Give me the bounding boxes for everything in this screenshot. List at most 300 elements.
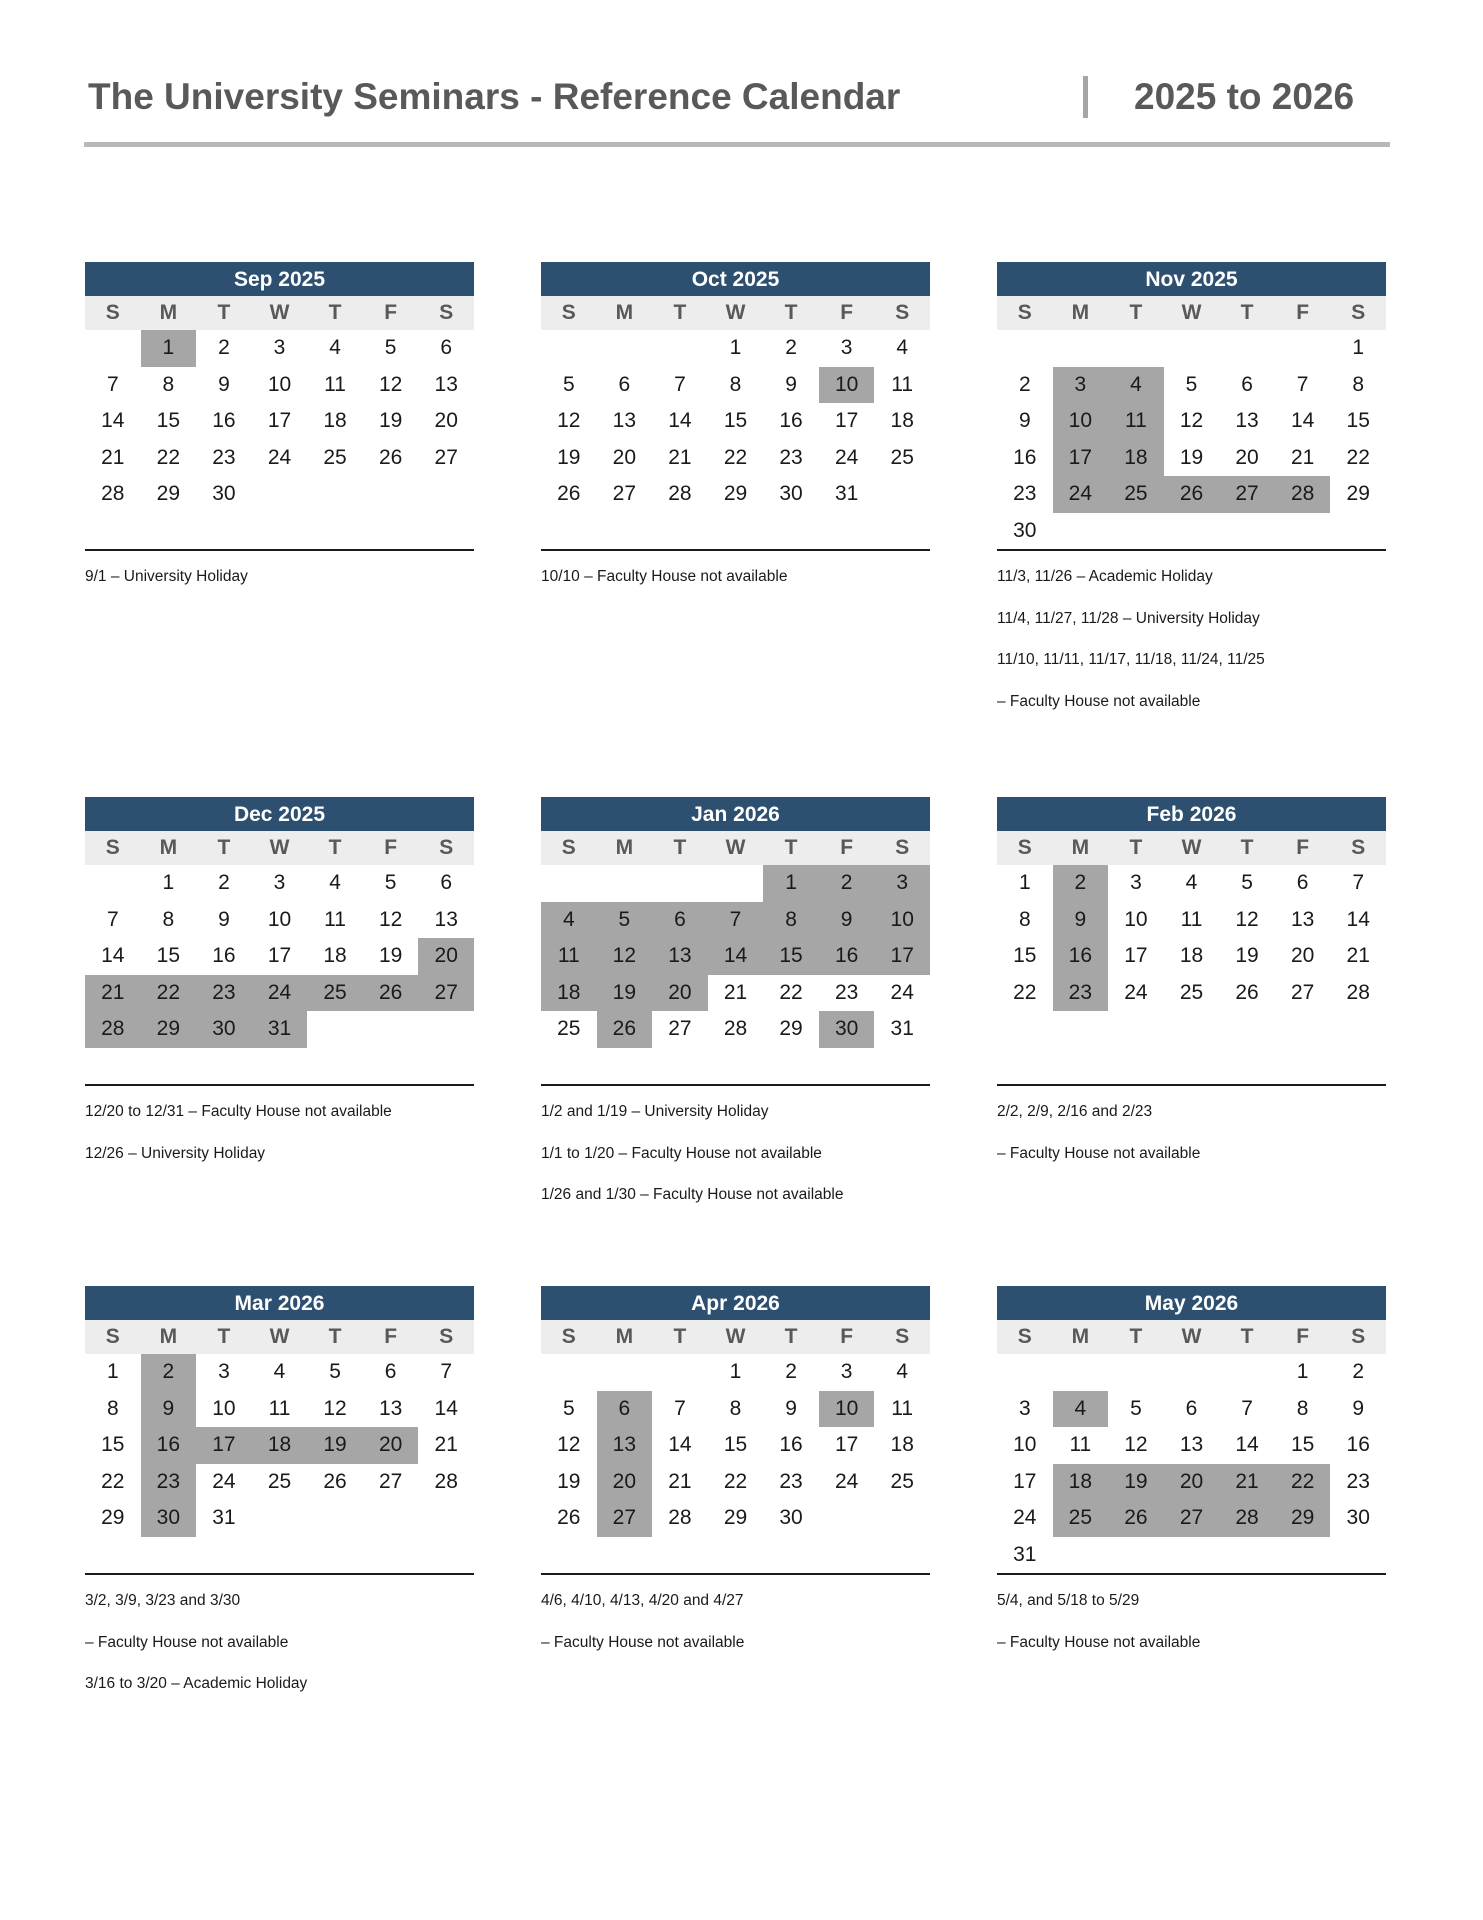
day-cell: 2 <box>1352 1360 1365 1383</box>
weekday-label: W <box>1181 1325 1202 1348</box>
day-cell: 27 <box>668 1017 692 1040</box>
weekday-label: F <box>1296 1325 1310 1348</box>
day-cell: 13 <box>434 907 458 931</box>
weekday-label: F <box>384 836 398 859</box>
note-line: – Faculty House not available <box>997 1633 1201 1651</box>
weekday-label: T <box>1129 1325 1143 1348</box>
weekday-header <box>85 1320 474 1354</box>
day-cell: 2 <box>218 336 230 359</box>
day-cell: 2 <box>785 1360 797 1383</box>
weekday-header <box>541 1320 930 1354</box>
day-cell: 31 <box>1013 1542 1037 1566</box>
note-line: 12/26 – University Holiday <box>85 1144 266 1162</box>
day-cell: 16 <box>1346 1433 1370 1456</box>
day-cell-highlighted: 30 <box>819 1011 875 1048</box>
day-cell: 25 <box>267 1469 292 1493</box>
month-apr-2026 <box>541 1286 930 1663</box>
day-cell-highlighted: 17 <box>196 1427 252 1464</box>
day-cell: 9 <box>1352 1396 1365 1420</box>
day-cell: 7 <box>674 372 686 396</box>
day-cell: 7 <box>106 907 119 931</box>
days-grid <box>85 1354 474 1573</box>
day-cell: 17 <box>1124 944 1148 967</box>
day-cell: 9 <box>785 1396 797 1420</box>
weekday-label: T <box>673 1325 687 1348</box>
note-line: – Faculty House not available <box>997 692 1201 710</box>
days-grid <box>997 1354 1386 1573</box>
day-cell: 8 <box>106 1396 119 1420</box>
day-cell: 2 <box>218 871 230 894</box>
day-cell: 8 <box>729 372 742 396</box>
day-cell: 15 <box>156 409 181 432</box>
weekday-label: S <box>105 1325 120 1348</box>
day-cell: 25 <box>890 1469 914 1493</box>
empty-day-cell <box>1164 330 1220 367</box>
day-cell: 22 <box>156 445 181 469</box>
day-cell: 4 <box>273 1360 286 1383</box>
month-dec-2025 <box>85 797 474 1174</box>
month-title: May 2026 <box>997 1286 1386 1320</box>
empty-day-cell <box>997 330 1053 367</box>
empty-day-cell <box>597 1354 653 1391</box>
empty-day-cell <box>1053 1354 1109 1391</box>
day-cell: 26 <box>557 1506 581 1529</box>
day-cell: 8 <box>162 372 175 396</box>
day-cell: 19 <box>557 445 581 469</box>
weekday-header <box>997 1320 1386 1354</box>
day-cell: 21 <box>434 1433 458 1456</box>
day-cell: 21 <box>668 1469 692 1493</box>
day-cell-highlighted: 20 <box>363 1427 419 1464</box>
weekday-label: M <box>1071 301 1090 324</box>
weekday-label: F <box>384 301 398 324</box>
day-cell-highlighted: 25 <box>1108 476 1164 513</box>
day-cell: 23 <box>834 980 859 1004</box>
day-cell: 12 <box>378 907 403 931</box>
day-cell-highlighted: 7 <box>708 902 764 939</box>
day-cell-highlighted: 14 <box>708 938 764 975</box>
note-line: – Faculty House not available <box>997 1144 1201 1162</box>
weekday-label: T <box>328 301 342 324</box>
weekday-label: T <box>784 301 798 324</box>
day-cell: 6 <box>440 336 453 359</box>
day-cell: 3 <box>273 871 286 894</box>
note-line: 11/10, 11/11, 11/17, 11/18, 11/24, 11/25 <box>997 651 1265 668</box>
empty-day-cell <box>85 865 141 902</box>
day-cell: 1 <box>729 1360 742 1383</box>
weekday-label: S <box>561 836 576 859</box>
empty-day-cell <box>541 330 597 367</box>
weekday-label: W <box>1181 836 1202 859</box>
note-line: 11/3, 11/26 – Academic Holiday <box>997 568 1213 585</box>
day-cell: 1 <box>729 336 742 359</box>
day-cell: 31 <box>212 1506 236 1529</box>
weekday-label: S <box>895 836 910 859</box>
day-cell: 16 <box>1013 445 1037 469</box>
day-cell-highlighted: 11 <box>541 938 597 975</box>
day-cell-highlighted: 29 <box>1275 1500 1331 1537</box>
weekday-header <box>85 296 474 330</box>
day-cell-highlighted: 23 <box>1053 975 1109 1012</box>
day-cell: 12 <box>378 372 403 396</box>
days-grid <box>541 865 930 1084</box>
day-cell: 7 <box>674 1396 686 1420</box>
day-cell-highlighted: 17 <box>874 938 930 975</box>
month-notes <box>997 1084 1386 1174</box>
day-cell: 14 <box>668 1433 692 1456</box>
note-line: 11/4, 11/27, 11/28 – University Holiday <box>997 609 1260 627</box>
page-title: The University Seminars - Reference Calendar <box>88 76 901 117</box>
day-cell: 16 <box>779 409 803 432</box>
day-cell: 5 <box>562 372 575 396</box>
day-cell: 9 <box>218 907 230 931</box>
empty-day-cell <box>597 865 653 902</box>
day-cell: 18 <box>890 409 914 432</box>
day-cell: 22 <box>1013 980 1037 1004</box>
day-cell: 2 <box>785 336 797 359</box>
day-cell: 27 <box>612 482 637 505</box>
day-cell-highlighted: 20 <box>652 975 708 1012</box>
day-cell-highlighted: 8 <box>763 902 819 939</box>
day-cell: 14 <box>101 409 125 432</box>
day-cell: 25 <box>323 445 347 469</box>
weekday-label: S <box>561 301 576 324</box>
day-cell: 14 <box>668 409 692 432</box>
day-cell-highlighted: 26 <box>1164 476 1220 513</box>
weekday-label: M <box>615 836 634 859</box>
empty-day-cell <box>652 1354 708 1391</box>
weekday-label: T <box>1129 301 1143 324</box>
weekday-label: S <box>1017 836 1032 859</box>
day-cell: 29 <box>723 482 748 505</box>
day-cell-highlighted: 11 <box>1108 403 1164 440</box>
day-cell: 1 <box>162 871 175 894</box>
empty-day-cell <box>1108 330 1164 367</box>
day-cell: 24 <box>834 1469 859 1493</box>
day-cell: 24 <box>834 445 859 469</box>
note-line: 1/2 and 1/19 – University Holiday <box>541 1103 769 1120</box>
day-cell-highlighted: 13 <box>652 938 708 975</box>
weekday-label: T <box>217 301 231 324</box>
day-cell: 4 <box>329 336 341 359</box>
day-cell-highlighted: 23 <box>196 975 252 1012</box>
note-line: 4/6, 4/10, 4/13, 4/20 and 4/27 <box>541 1592 744 1609</box>
weekday-label: M <box>159 1325 178 1348</box>
day-cell: 28 <box>101 482 125 505</box>
day-cell: 12 <box>323 1396 347 1420</box>
day-cell: 1 <box>1018 871 1031 894</box>
day-cell: 4 <box>329 871 341 894</box>
month-notes <box>541 1573 930 1663</box>
day-cell: 24 <box>212 1469 236 1493</box>
day-cell-highlighted: 21 <box>85 975 141 1012</box>
day-cell: 26 <box>557 482 581 505</box>
day-cell: 16 <box>779 1433 803 1456</box>
day-cell: 19 <box>1235 944 1259 967</box>
empty-day-cell <box>1108 1354 1164 1391</box>
day-cell: 10 <box>267 372 292 396</box>
weekday-label: T <box>673 836 687 859</box>
day-cell: 16 <box>212 409 236 432</box>
weekday-label: S <box>439 1325 454 1348</box>
note-line: 5/4, and 5/18 to 5/29 <box>997 1592 1140 1609</box>
day-cell-highlighted: 5 <box>597 902 653 939</box>
day-cell-highlighted: 26 <box>597 1011 653 1048</box>
weekday-header <box>85 831 474 865</box>
day-cell: 23 <box>779 1469 803 1493</box>
day-cell: 7 <box>1296 372 1309 396</box>
day-cell: 29 <box>156 482 181 505</box>
note-line: 12/20 to 12/31 – Faculty House not available <box>85 1103 392 1120</box>
year-range: 2025 to 2026 <box>1134 76 1355 117</box>
day-cell: 15 <box>101 1433 125 1456</box>
day-cell: 4 <box>896 336 909 359</box>
weekday-label: M <box>159 836 178 859</box>
day-cell: 5 <box>384 336 397 359</box>
day-cell: 7 <box>1241 1396 1253 1420</box>
day-cell-highlighted: 15 <box>763 938 819 975</box>
day-cell: 3 <box>1018 1396 1031 1420</box>
month-notes <box>85 1084 474 1174</box>
day-cell-highlighted: 3 <box>874 865 930 902</box>
day-cell: 29 <box>101 1506 125 1529</box>
month-nov-2025 <box>997 262 1386 722</box>
month-title: Jan 2026 <box>541 797 930 831</box>
month-notes <box>85 1573 474 1705</box>
day-cell: 23 <box>779 445 803 469</box>
day-cell: 28 <box>668 1506 692 1529</box>
day-cell: 27 <box>378 1469 403 1493</box>
day-cell-highlighted: 22 <box>1275 1464 1331 1501</box>
month-title: Oct 2025 <box>541 262 930 296</box>
month-mar-2026 <box>85 1286 474 1705</box>
weekday-label: S <box>105 301 120 324</box>
day-cell: 10 <box>267 907 292 931</box>
day-cell: 12 <box>557 409 581 432</box>
day-cell: 14 <box>101 944 125 967</box>
weekday-label: F <box>1296 301 1310 324</box>
day-cell: 19 <box>378 944 403 967</box>
day-cell: 13 <box>378 1396 403 1420</box>
weekday-header <box>541 296 930 330</box>
day-cell-highlighted: 1 <box>141 330 197 367</box>
day-cell-highlighted: 18 <box>541 975 597 1012</box>
note-line: 1/1 to 1/20 – Faculty House not available <box>541 1144 822 1162</box>
day-cell: 18 <box>323 944 347 967</box>
day-cell: 30 <box>779 482 803 505</box>
day-cell-highlighted: 27 <box>418 975 474 1012</box>
day-cell: 19 <box>378 409 403 432</box>
day-cell-highlighted: 1 <box>763 865 819 902</box>
day-cell: 11 <box>1180 907 1203 931</box>
day-cell: 7 <box>440 1360 453 1383</box>
weekday-label: S <box>439 836 454 859</box>
day-cell-highlighted: 18 <box>252 1427 308 1464</box>
weekday-label: F <box>384 1325 398 1348</box>
note-line: 3/2, 3/9, 3/23 and 3/30 <box>85 1592 241 1609</box>
day-cell: 6 <box>384 1360 397 1383</box>
day-cell: 28 <box>723 1017 748 1040</box>
day-cell-highlighted: 6 <box>597 1391 653 1428</box>
weekday-header <box>541 831 930 865</box>
day-cell: 25 <box>557 1017 581 1040</box>
day-cell: 10 <box>212 1396 236 1420</box>
weekday-label: T <box>217 1325 231 1348</box>
day-cell: 9 <box>218 372 230 396</box>
day-cell: 30 <box>212 482 236 505</box>
day-cell: 15 <box>1013 944 1037 967</box>
month-notes <box>541 549 930 598</box>
day-cell-highlighted: 27 <box>1219 476 1275 513</box>
day-cell: 5 <box>1130 1396 1142 1420</box>
days-grid <box>997 865 1386 1084</box>
days-grid <box>541 1354 930 1573</box>
day-cell-highlighted: 2 <box>1053 865 1109 902</box>
day-cell-highlighted: 16 <box>1053 938 1109 975</box>
day-cell-highlighted: 13 <box>597 1427 653 1464</box>
day-cell: 6 <box>1241 372 1253 396</box>
day-cell: 21 <box>723 980 748 1004</box>
empty-day-cell <box>541 865 597 902</box>
weekday-label: S <box>1017 301 1032 324</box>
day-cell-highlighted: 28 <box>85 1011 141 1048</box>
note-line: – Faculty House not available <box>541 1633 745 1651</box>
day-cell-highlighted: 29 <box>141 1011 197 1048</box>
day-cell-highlighted: 10 <box>819 1391 875 1428</box>
day-cell: 5 <box>562 1396 575 1420</box>
note-line: 9/1 – University Holiday <box>85 568 248 585</box>
day-cell: 25 <box>1179 980 1204 1004</box>
day-cell: 11 <box>268 1396 291 1420</box>
day-cell: 23 <box>1013 482 1037 505</box>
weekday-label: W <box>269 836 290 859</box>
day-cell: 14 <box>1346 907 1370 931</box>
day-cell: 14 <box>434 1396 458 1420</box>
weekday-label: F <box>840 301 854 324</box>
weekday-label: T <box>784 836 798 859</box>
day-cell: 28 <box>434 1469 458 1493</box>
day-cell: 12 <box>1124 1433 1148 1456</box>
day-cell-highlighted: 4 <box>541 902 597 939</box>
day-cell: 23 <box>1346 1469 1370 1493</box>
day-cell: 24 <box>1124 980 1148 1004</box>
day-cell: 20 <box>1235 445 1259 469</box>
day-cell: 8 <box>1018 907 1031 931</box>
empty-day-cell <box>1053 330 1109 367</box>
day-cell-highlighted: 6 <box>652 902 708 939</box>
day-cell: 16 <box>212 944 236 967</box>
empty-day-cell <box>1219 1354 1275 1391</box>
day-cell: 14 <box>1290 409 1315 432</box>
day-cell: 15 <box>723 409 748 432</box>
weekday-label: T <box>673 301 687 324</box>
day-cell: 11 <box>1069 1433 1092 1456</box>
day-cell-highlighted: 24 <box>1053 476 1109 513</box>
day-cell: 7 <box>1352 871 1365 894</box>
day-cell: 3 <box>840 1360 853 1383</box>
day-cell-highlighted: 30 <box>141 1500 197 1537</box>
empty-day-cell <box>652 865 708 902</box>
day-cell-highlighted: 18 <box>1108 440 1164 477</box>
days-grid <box>997 330 1386 549</box>
day-cell: 3 <box>1130 871 1142 894</box>
weekday-label: W <box>1181 301 1202 324</box>
day-cell: 4 <box>1185 871 1198 894</box>
day-cell: 20 <box>1290 944 1315 967</box>
day-cell: 10 <box>1124 907 1148 931</box>
day-cell-highlighted: 10 <box>1053 403 1109 440</box>
day-cell: 6 <box>618 372 631 396</box>
weekday-label: M <box>1071 1325 1090 1348</box>
day-cell: 22 <box>779 980 803 1004</box>
day-cell: 26 <box>378 445 403 469</box>
day-cell: 12 <box>1235 907 1259 931</box>
day-cell-highlighted: 3 <box>1053 367 1109 404</box>
day-cell: 30 <box>779 1506 803 1529</box>
day-cell: 1 <box>1352 336 1365 359</box>
weekday-label: M <box>1071 836 1090 859</box>
day-cell: 24 <box>1013 1506 1037 1529</box>
day-cell: 8 <box>1296 1396 1309 1420</box>
day-cell: 18 <box>323 409 347 432</box>
day-cell: 29 <box>723 1506 748 1529</box>
weekday-label: T <box>328 1325 342 1348</box>
day-cell: 6 <box>1296 871 1309 894</box>
day-cell: 24 <box>267 445 292 469</box>
day-cell: 3 <box>218 1360 230 1383</box>
day-cell-highlighted: 19 <box>597 975 653 1012</box>
day-cell-highlighted: 28 <box>1219 1500 1275 1537</box>
page-header <box>84 72 1390 147</box>
day-cell: 21 <box>1346 944 1370 967</box>
weekday-label: F <box>840 836 854 859</box>
day-cell: 13 <box>1290 907 1315 931</box>
day-cell: 27 <box>434 445 458 469</box>
day-cell-highlighted: 20 <box>418 938 474 975</box>
month-may-2026 <box>997 1286 1386 1663</box>
weekday-label: W <box>269 1325 290 1348</box>
days-grid <box>85 865 474 1084</box>
day-cell: 21 <box>1290 445 1315 469</box>
day-cell-highlighted: 21 <box>1219 1464 1275 1501</box>
day-cell: 13 <box>1179 1433 1204 1456</box>
month-title: Dec 2025 <box>85 797 474 831</box>
weekday-label: M <box>615 301 634 324</box>
day-cell-highlighted: 9 <box>1053 902 1109 939</box>
day-cell: 22 <box>723 445 748 469</box>
empty-day-cell <box>1219 330 1275 367</box>
weekday-label: M <box>615 1325 634 1348</box>
weekday-label: S <box>439 301 454 324</box>
day-cell-highlighted: 9 <box>141 1391 197 1428</box>
weekday-label: W <box>725 301 746 324</box>
day-cell-highlighted: 27 <box>1164 1500 1220 1537</box>
day-cell: 2 <box>1018 372 1031 396</box>
empty-day-cell <box>997 1354 1053 1391</box>
day-cell: 21 <box>101 445 125 469</box>
day-cell-highlighted: 18 <box>1053 1464 1109 1501</box>
day-cell: 11 <box>324 372 346 396</box>
day-cell-highlighted: 22 <box>141 975 197 1012</box>
day-cell: 14 <box>1235 1433 1259 1456</box>
day-cell: 15 <box>1346 409 1370 432</box>
day-cell: 30 <box>1346 1506 1370 1529</box>
month-title: Mar 2026 <box>85 1286 474 1320</box>
day-cell-highlighted: 31 <box>252 1011 308 1048</box>
month-title: Feb 2026 <box>997 797 1386 831</box>
day-cell: 3 <box>273 336 286 359</box>
month-notes <box>85 549 474 598</box>
